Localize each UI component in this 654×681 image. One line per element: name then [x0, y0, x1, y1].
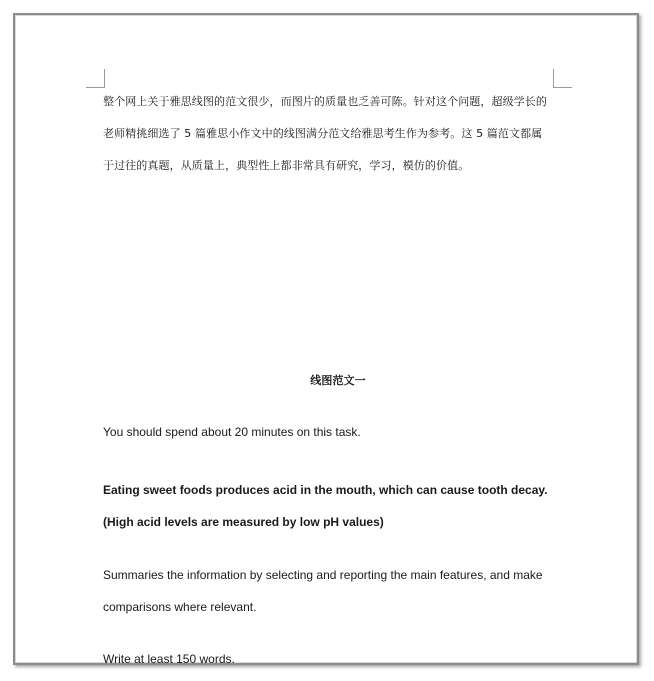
section-title: 线图范文一: [310, 374, 366, 387]
word-count-instruction: Write at least 150 words.: [103, 652, 235, 665]
prompt-line-1: Eating sweet foods produces acid in the mouth, which can cause tooth decay.: [103, 483, 548, 497]
prompt-line-2: (High acid levels are measured by low pH values): [103, 515, 384, 529]
intro-line-3: 于过往的真题，从质量上，典型性上都非常具有研究，学习，模仿的价值。: [103, 159, 470, 172]
task-line-1: Summaries the information by selecting and reporting the main features, and make: [103, 568, 543, 582]
document-page: [13, 13, 639, 665]
intro-line-2: 老师精挑细选了 5 篇雅思小作文中的线图满分范文给雅思考生作为参考。这 5 篇范文都属: [103, 127, 543, 140]
margin-corner-top-left: [86, 69, 105, 88]
time-instruction: You should spend about 20 minutes on this task.: [103, 425, 361, 439]
task-line-2: comparisons where relevant.: [103, 600, 257, 614]
intro-line-1: 整个网上关于雅思线图的范文很少，而图片的质量也乏善可陈。针对这个问题，超级学长的: [103, 95, 547, 108]
margin-corner-top-right: [553, 69, 572, 88]
